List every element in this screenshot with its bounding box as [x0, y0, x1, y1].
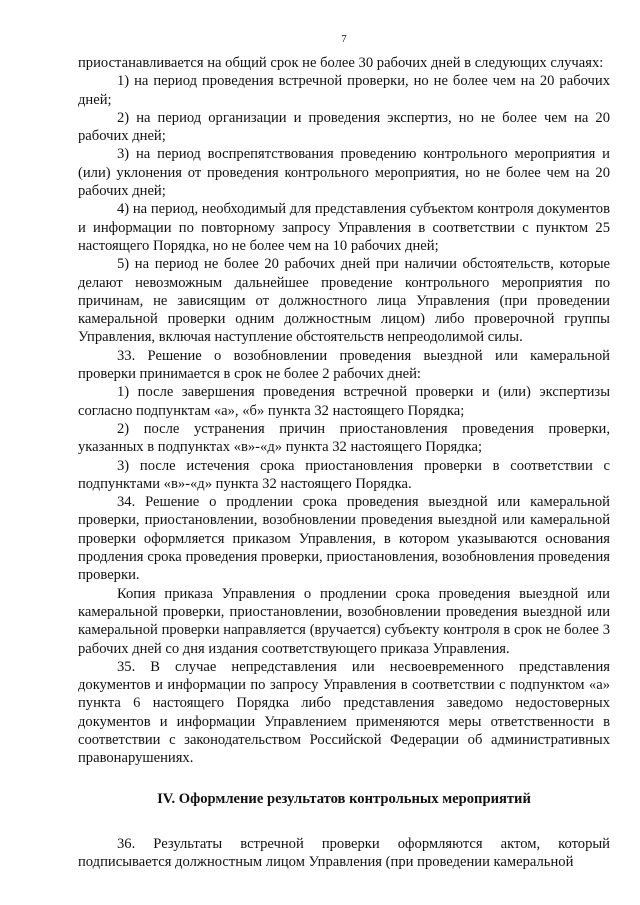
paragraph: приостанавливается на общий срок не более 30 рабочих дней в следующих случаях: [78, 55, 604, 71]
list-item: 3) на период воспрепятствования проведению контрольного мероприятия и (или) уклонения от проведения контрольного мероприятия, но не более чем на 20 рабочих дней; [78, 146, 610, 200]
paragraphs-after [78, 835, 610, 872]
list-item: 1) на период проведения встречной проверки, но не более чем на 20 рабочих дней; [78, 73, 610, 108]
list-item: 3) после истечения срока приостановления проверки в соответствии с подпунктами «в»-«д» пункта 32 настоящего Порядка. [78, 457, 610, 492]
list-item: 4) на период, необходимый для представления субъектом контроля документов и информации по повторному запросу Управления в соответствии с пунктом 25 настоящего Порядка, но не более чем на 10 рабочих дней; [78, 201, 610, 254]
paragraphs-before [78, 54, 610, 768]
document-page [78, 32, 610, 871]
paragraph: Копия приказа Управления о продлении срока проведения выездной или камеральной проверки, приостановлении, возобновлении проведения выездной или камеральной проверки направляется (вручается) субъекту контроля в срок не более 3 рабочих дней со дня издания соответствующего приказа Управления. [78, 585, 610, 657]
paragraph: 36. Результаты встречной проверки оформляются актом, который подписывается должностным лицом Управления (при проведении камеральной [78, 835, 610, 871]
list-item: 5) на период не более 20 рабочих дней при наличии обстоятельств, которые делают невозможным дальнейшее проведение контрольного мероприятия по причинам, не зависящим от должностного лица Управления (при проведении камеральной проверки одним должностным лицом) либо проверочной группы Управления, включая наступление обстоятельств непреодолимой силы. [78, 256, 610, 346]
paragraph: 33. Решение о возобновлении проведения выездной или камеральной проверки принимается в срок не более 2 рабочих дней: [78, 347, 610, 383]
paragraph: 34. Решение о продлении срока проведения выездной или камеральной проверки, приостановлении, возобновлении проведения выездной или камеральной проверки оформляется приказом Управления, в котором указываются основания продления срока проведения проверки, приостановления, возобновления проведения проверки. [78, 494, 610, 584]
list-item: 2) после устранения причин приостановления проведения проверки, указанных в подпунктах «в»-«д» пункта 32 настоящего Порядка; [78, 420, 610, 456]
list-item: 2) на период организации и проведения экспертиз, но не более чем на 20 рабочих дней; [78, 109, 610, 145]
page-number: 7 [341, 33, 347, 45]
list-item: 1) после завершения проведения встречной проверки и (или) экспертизы согласно подпунктам «а», «б» пункта 32 настоящего Порядка; [78, 384, 610, 419]
section-heading: IV. Оформление результатов контрольных мероприятий [157, 790, 531, 807]
paragraph: 35. В случае непредставления или несвоевременного представления документов и информации по запросу Управления в соответствии с подпунктом «а» пункта 6 настоящего Порядка либо представления заведомо недостоверных документов и информации Управлением применяются меры ответственности в соответствии с законодательством Российской Федерации об административных правонарушениях. [78, 658, 610, 767]
